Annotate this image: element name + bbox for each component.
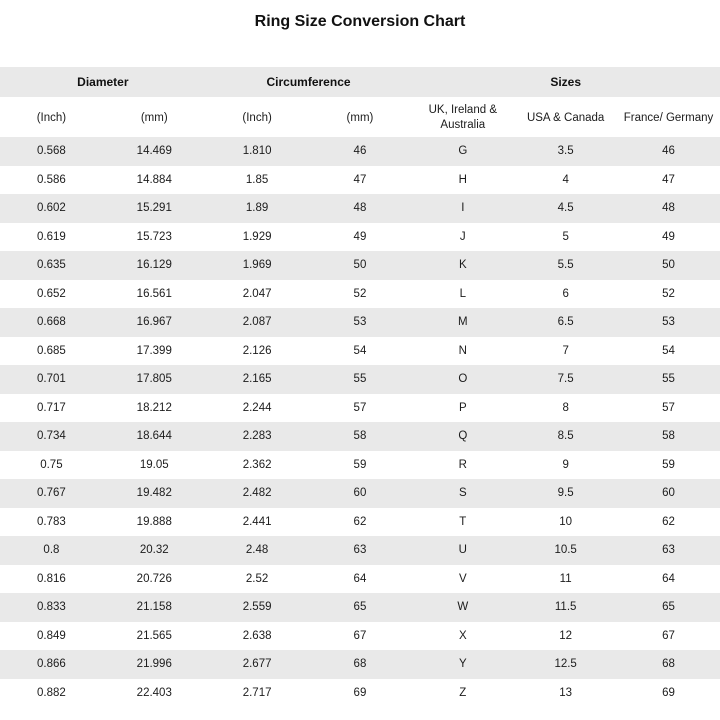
table-cell: 0.866 — [0, 650, 103, 679]
table-cell: 57 — [309, 394, 412, 423]
page-title: Ring Size Conversion Chart — [254, 13, 466, 30]
column-header-diameter-inch: (Inch) — [0, 98, 103, 137]
table-cell: 64 — [617, 565, 720, 594]
table-cell: 19.482 — [103, 479, 206, 508]
table-cell: 5.5 — [514, 251, 617, 280]
table-cell: 1.85 — [206, 166, 309, 195]
table-cell: 19.888 — [103, 508, 206, 537]
table-row — [0, 650, 720, 679]
table-cell: 46 — [309, 137, 412, 166]
table-cell: 58 — [309, 422, 412, 451]
table-row — [0, 508, 720, 537]
table-cell: 69 — [617, 679, 720, 708]
table-cell: 8 — [514, 394, 617, 423]
table-cell: 63 — [617, 536, 720, 565]
table-cell: H — [411, 166, 514, 195]
table-cell: 2.047 — [206, 280, 309, 309]
table-cell: 0.833 — [0, 593, 103, 622]
table-cell: 22.403 — [103, 679, 206, 708]
table-cell: 58 — [617, 422, 720, 451]
group-header-diameter: Diameter — [0, 67, 206, 98]
table-cell: 60 — [617, 479, 720, 508]
table-cell: 21.996 — [103, 650, 206, 679]
table-row — [0, 308, 720, 337]
table-cell: 2.165 — [206, 365, 309, 394]
group-header-circumference: Circumference — [206, 67, 412, 98]
table-cell: 3.5 — [514, 137, 617, 166]
table-cell: 0.734 — [0, 422, 103, 451]
table-row — [0, 451, 720, 480]
table-cell: W — [411, 593, 514, 622]
table-cell: 48 — [617, 194, 720, 223]
table-cell: 0.767 — [0, 479, 103, 508]
table-cell: 0.619 — [0, 223, 103, 252]
table-cell: V — [411, 565, 514, 594]
table-row — [0, 223, 720, 252]
table-cell: 16.561 — [103, 280, 206, 309]
table-row — [0, 280, 720, 309]
table-cell: 7.5 — [514, 365, 617, 394]
table-cell: 10 — [514, 508, 617, 537]
table-cell: 54 — [309, 337, 412, 366]
table-cell: 53 — [309, 308, 412, 337]
column-header-diameter-mm: (mm) — [103, 98, 206, 137]
table-cell: Z — [411, 679, 514, 708]
table-cell: 4 — [514, 166, 617, 195]
column-header-circumference-inch: (Inch) — [206, 98, 309, 137]
table-cell: 0.701 — [0, 365, 103, 394]
table-cell: U — [411, 536, 514, 565]
table-cell: 63 — [309, 536, 412, 565]
table-row — [0, 565, 720, 594]
table-row — [0, 593, 720, 622]
table-cell: Y — [411, 650, 514, 679]
table-header — [0, 67, 720, 137]
table-cell: 8.5 — [514, 422, 617, 451]
table-cell: 2.638 — [206, 622, 309, 651]
table-cell: 12 — [514, 622, 617, 651]
table-cell: 0.685 — [0, 337, 103, 366]
table-row — [0, 622, 720, 651]
table-cell: 15.723 — [103, 223, 206, 252]
column-header-france-germany: France/ Germany — [617, 98, 720, 137]
table-cell: 4.5 — [514, 194, 617, 223]
table-cell: 47 — [617, 166, 720, 195]
table-cell: 6 — [514, 280, 617, 309]
table-cell: 68 — [617, 650, 720, 679]
table-cell: T — [411, 508, 514, 537]
table-cell: 1.89 — [206, 194, 309, 223]
table-cell: 2.717 — [206, 679, 309, 708]
table-cell: 20.726 — [103, 565, 206, 594]
table-cell: Q — [411, 422, 514, 451]
table-cell: 0.849 — [0, 622, 103, 651]
table-cell: J — [411, 223, 514, 252]
table-cell: 12.5 — [514, 650, 617, 679]
table-cell: 14.469 — [103, 137, 206, 166]
table-row — [0, 479, 720, 508]
table-cell: 2.283 — [206, 422, 309, 451]
column-header-usa-canada: USA & Canada — [514, 98, 617, 137]
table-cell: 62 — [309, 508, 412, 537]
table-cell: 2.559 — [206, 593, 309, 622]
table-cell: 60 — [309, 479, 412, 508]
table-row — [0, 679, 720, 708]
table-cell: M — [411, 308, 514, 337]
table-cell: X — [411, 622, 514, 651]
table-cell: 55 — [617, 365, 720, 394]
table-row — [0, 365, 720, 394]
table-cell: 13 — [514, 679, 617, 708]
table-cell: 0.652 — [0, 280, 103, 309]
table-cell: 1.810 — [206, 137, 309, 166]
table-cell: 55 — [309, 365, 412, 394]
table-row — [0, 166, 720, 195]
table-cell: 0.882 — [0, 679, 103, 708]
table-cell: 0.668 — [0, 308, 103, 337]
table-cell: 17.805 — [103, 365, 206, 394]
table-cell: 16.129 — [103, 251, 206, 280]
table-cell: S — [411, 479, 514, 508]
table-cell: 68 — [309, 650, 412, 679]
table-cell: 21.158 — [103, 593, 206, 622]
table-cell: 11 — [514, 565, 617, 594]
table-cell: 49 — [617, 223, 720, 252]
table-cell: 2.126 — [206, 337, 309, 366]
table-cell: 49 — [309, 223, 412, 252]
table-cell: 67 — [309, 622, 412, 651]
table-cell: 16.967 — [103, 308, 206, 337]
table-cell: 5 — [514, 223, 617, 252]
table-cell: 47 — [309, 166, 412, 195]
table-cell: 0.783 — [0, 508, 103, 537]
table-cell: 64 — [309, 565, 412, 594]
table-cell: 2.244 — [206, 394, 309, 423]
ring-size-conversion-table — [0, 67, 720, 707]
table-cell: 17.399 — [103, 337, 206, 366]
table-cell: 0.8 — [0, 536, 103, 565]
table-cell: 2.362 — [206, 451, 309, 480]
table-row — [0, 422, 720, 451]
table-cell: 0.816 — [0, 565, 103, 594]
table-cell: 6.5 — [514, 308, 617, 337]
table-cell: 48 — [309, 194, 412, 223]
table-cell: 2.52 — [206, 565, 309, 594]
table-cell: 0.586 — [0, 166, 103, 195]
table-cell: N — [411, 337, 514, 366]
table-cell: 54 — [617, 337, 720, 366]
table-cell: 1.969 — [206, 251, 309, 280]
table-cell: 0.568 — [0, 137, 103, 166]
table-cell: 57 — [617, 394, 720, 423]
table-cell: I — [411, 194, 514, 223]
table-cell: 7 — [514, 337, 617, 366]
sub-header-row — [0, 98, 720, 137]
table-cell: 50 — [617, 251, 720, 280]
table-cell: 53 — [617, 308, 720, 337]
table-cell: 2.441 — [206, 508, 309, 537]
table-cell: 59 — [309, 451, 412, 480]
group-header-sizes: Sizes — [411, 67, 720, 98]
table-cell: 46 — [617, 137, 720, 166]
table-cell: 62 — [617, 508, 720, 537]
table-cell: 10.5 — [514, 536, 617, 565]
table-cell: 9.5 — [514, 479, 617, 508]
table-cell: 0.717 — [0, 394, 103, 423]
table-body — [0, 137, 720, 707]
table-cell: 21.565 — [103, 622, 206, 651]
table-cell: L — [411, 280, 514, 309]
table-cell: G — [411, 137, 514, 166]
table-row — [0, 536, 720, 565]
table-cell: 11.5 — [514, 593, 617, 622]
table-cell: P — [411, 394, 514, 423]
table-cell: 52 — [617, 280, 720, 309]
table-cell: 0.602 — [0, 194, 103, 223]
table-cell: 67 — [617, 622, 720, 651]
table-cell: 65 — [309, 593, 412, 622]
table-cell: 18.644 — [103, 422, 206, 451]
table-row — [0, 394, 720, 423]
table-cell: 59 — [617, 451, 720, 480]
table-cell: 9 — [514, 451, 617, 480]
table-cell: 0.75 — [0, 451, 103, 480]
table-cell: K — [411, 251, 514, 280]
table-cell: 52 — [309, 280, 412, 309]
table-cell: 18.212 — [103, 394, 206, 423]
table-cell: 19.05 — [103, 451, 206, 480]
table-cell: 2.677 — [206, 650, 309, 679]
table-cell: 20.32 — [103, 536, 206, 565]
table-row — [0, 337, 720, 366]
table-cell: 14.884 — [103, 166, 206, 195]
table-cell: 69 — [309, 679, 412, 708]
table-cell: 2.087 — [206, 308, 309, 337]
table-cell: 2.482 — [206, 479, 309, 508]
column-header-circumference-mm: (mm) — [309, 98, 412, 137]
group-header-row — [0, 67, 720, 98]
column-header-uk-ireland-australia: UK, Ireland & Australia — [411, 98, 514, 137]
table-cell: R — [411, 451, 514, 480]
table-cell: 65 — [617, 593, 720, 622]
table-row — [0, 194, 720, 223]
table-cell: O — [411, 365, 514, 394]
table-cell: 0.635 — [0, 251, 103, 280]
table-cell: 1.929 — [206, 223, 309, 252]
table-row — [0, 137, 720, 166]
table-cell: 15.291 — [103, 194, 206, 223]
table-row — [0, 251, 720, 280]
table-cell: 50 — [309, 251, 412, 280]
table-cell: 2.48 — [206, 536, 309, 565]
